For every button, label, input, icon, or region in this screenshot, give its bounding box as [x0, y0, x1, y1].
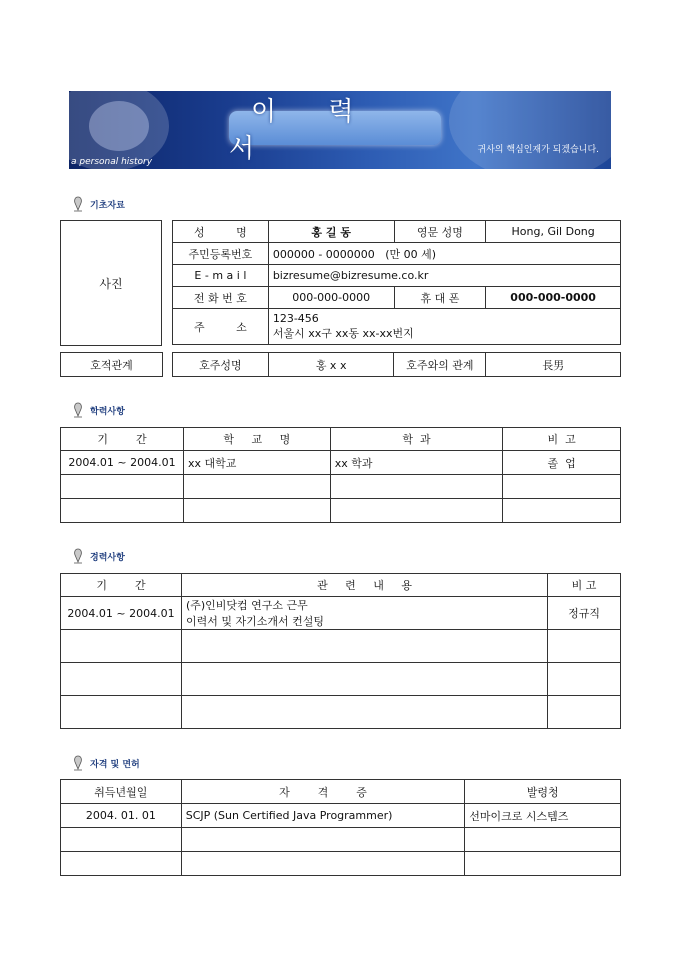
phone-label: 전 화 번 호: [173, 287, 269, 309]
banner-subtitle: a personal history: [71, 157, 153, 167]
table-cell: [465, 852, 621, 876]
table-cell: [61, 852, 182, 876]
name-label: 성 명: [173, 221, 269, 243]
table-cell: [61, 475, 184, 499]
table-cell: [61, 828, 182, 852]
email-value: bizresume@bizresume.co.kr: [268, 265, 620, 287]
table-cell: [181, 696, 547, 729]
table-header-row: [61, 574, 621, 597]
pen-icon: [72, 755, 84, 771]
table-cell: 선마이크로 시스템즈: [465, 804, 621, 828]
column-header: 취득년월일: [61, 780, 182, 804]
table-cell: [181, 852, 465, 876]
page-title: 이 력 서: [229, 97, 376, 164]
head-name-label: 호주성명: [173, 353, 269, 377]
column-header: 기 간: [61, 428, 184, 451]
table-row: [173, 309, 621, 345]
phone-value: 000-000-0000: [268, 287, 394, 309]
table-row: [61, 630, 621, 663]
family-table: [172, 352, 621, 377]
table-cell: xx 학과: [330, 451, 503, 475]
head-relation-value: 長男: [486, 353, 621, 377]
career-line: (주)인비닷컴 연구소 근무: [185, 599, 308, 612]
column-header: 비 고: [548, 574, 621, 597]
banner-slogan: 귀사의 핵심인재가 되겠습니다.: [477, 145, 599, 155]
table-cell: [183, 475, 330, 499]
table-row: [61, 475, 621, 499]
family-label-table: [60, 352, 163, 377]
table-cell: [548, 663, 621, 696]
table-row: [61, 663, 621, 696]
table-cell: 정규직: [548, 597, 621, 630]
address-line2: 서울시 xx구 xx동 xx-xx번지: [272, 327, 414, 340]
education-table: [60, 427, 621, 523]
section-label: 경력사항: [90, 552, 125, 563]
head-name-value: 홍 x x: [268, 353, 394, 377]
table-cell: 2004.01 ~ 2004.01: [61, 451, 184, 475]
career-table: [60, 573, 621, 729]
column-header: 자 격 증: [181, 780, 465, 804]
career-line: 이력서 및 자기소개서 컨설팅: [185, 615, 324, 628]
table-row: [61, 451, 621, 475]
table-header-row: [61, 780, 621, 804]
table-row: [173, 221, 621, 243]
email-label: E - m a i l: [173, 265, 269, 287]
section-label: 기초자료: [90, 200, 125, 211]
table-cell: 2004. 01. 01: [61, 804, 182, 828]
table-cell: [61, 663, 182, 696]
table-cell: [330, 499, 503, 523]
family-label: 호적관계: [61, 353, 163, 377]
table-cell: [181, 828, 465, 852]
table-row: [173, 287, 621, 309]
table-header-row: [61, 428, 621, 451]
table-cell: SCJP (Sun Certified Java Programmer): [181, 804, 465, 828]
column-header: 발령청: [465, 780, 621, 804]
rrn-value: 000000 - 0000000 (만 00 세): [268, 243, 620, 265]
banner-decoration: [449, 91, 611, 169]
head-relation-label: 호주와의 관계: [394, 353, 486, 377]
pen-icon: [72, 548, 84, 564]
table-row: [61, 804, 621, 828]
mobile-value: 000-000-0000: [486, 287, 621, 309]
table-row: [61, 828, 621, 852]
table-cell: [183, 499, 330, 523]
table-row: [173, 243, 621, 265]
table-cell: [330, 475, 503, 499]
table-cell: [181, 597, 547, 630]
column-header: 관 련 내 용: [181, 574, 547, 597]
license-table: [60, 779, 621, 876]
banner-globe-icon: [89, 101, 149, 151]
table-cell: [465, 828, 621, 852]
column-header: 비 고: [503, 428, 621, 451]
table-cell: [548, 696, 621, 729]
photo-placeholder: 사진: [60, 220, 162, 346]
section-label: 학력사항: [90, 406, 125, 417]
table-row: [173, 265, 621, 287]
table-row: [173, 353, 621, 377]
table-row: [61, 696, 621, 729]
table-row: [61, 499, 621, 523]
table-cell: [181, 630, 547, 663]
column-header: 기 간: [61, 574, 182, 597]
table-cell: [503, 475, 621, 499]
section-heading-career: [72, 548, 125, 564]
section-label: 자격 및 면허: [90, 759, 140, 770]
title-box: [229, 97, 441, 164]
table-cell: [548, 630, 621, 663]
table-row: [61, 353, 163, 377]
eng-name-value: Hong, Gil Dong: [486, 221, 621, 243]
address-line1: 123-456: [272, 312, 319, 325]
header-banner: [69, 91, 611, 169]
eng-name-label: 영문 성명: [394, 221, 486, 243]
table-cell: [61, 696, 182, 729]
table-row: [61, 597, 621, 630]
name-value: 홍 길 동: [268, 221, 394, 243]
table-row: [61, 852, 621, 876]
address-value: [268, 309, 620, 345]
mobile-label: 휴 대 폰: [394, 287, 486, 309]
column-header: 학 교 명: [183, 428, 330, 451]
pen-icon: [72, 196, 84, 212]
section-heading-basic: [72, 196, 125, 212]
table-cell: [503, 499, 621, 523]
table-cell: xx 대학교: [183, 451, 330, 475]
section-heading-license: [72, 755, 140, 771]
column-header: 학 과: [330, 428, 503, 451]
table-cell: [181, 663, 547, 696]
table-cell: [61, 499, 184, 523]
table-cell: [61, 630, 182, 663]
table-cell: 2004.01 ~ 2004.01: [61, 597, 182, 630]
basic-info-table: [172, 220, 621, 345]
address-label: 주 소: [173, 309, 269, 345]
rrn-label: 주민등록번호: [173, 243, 269, 265]
pen-icon: [72, 402, 84, 418]
table-cell: 졸 업: [503, 451, 621, 475]
section-heading-education: [72, 402, 125, 418]
